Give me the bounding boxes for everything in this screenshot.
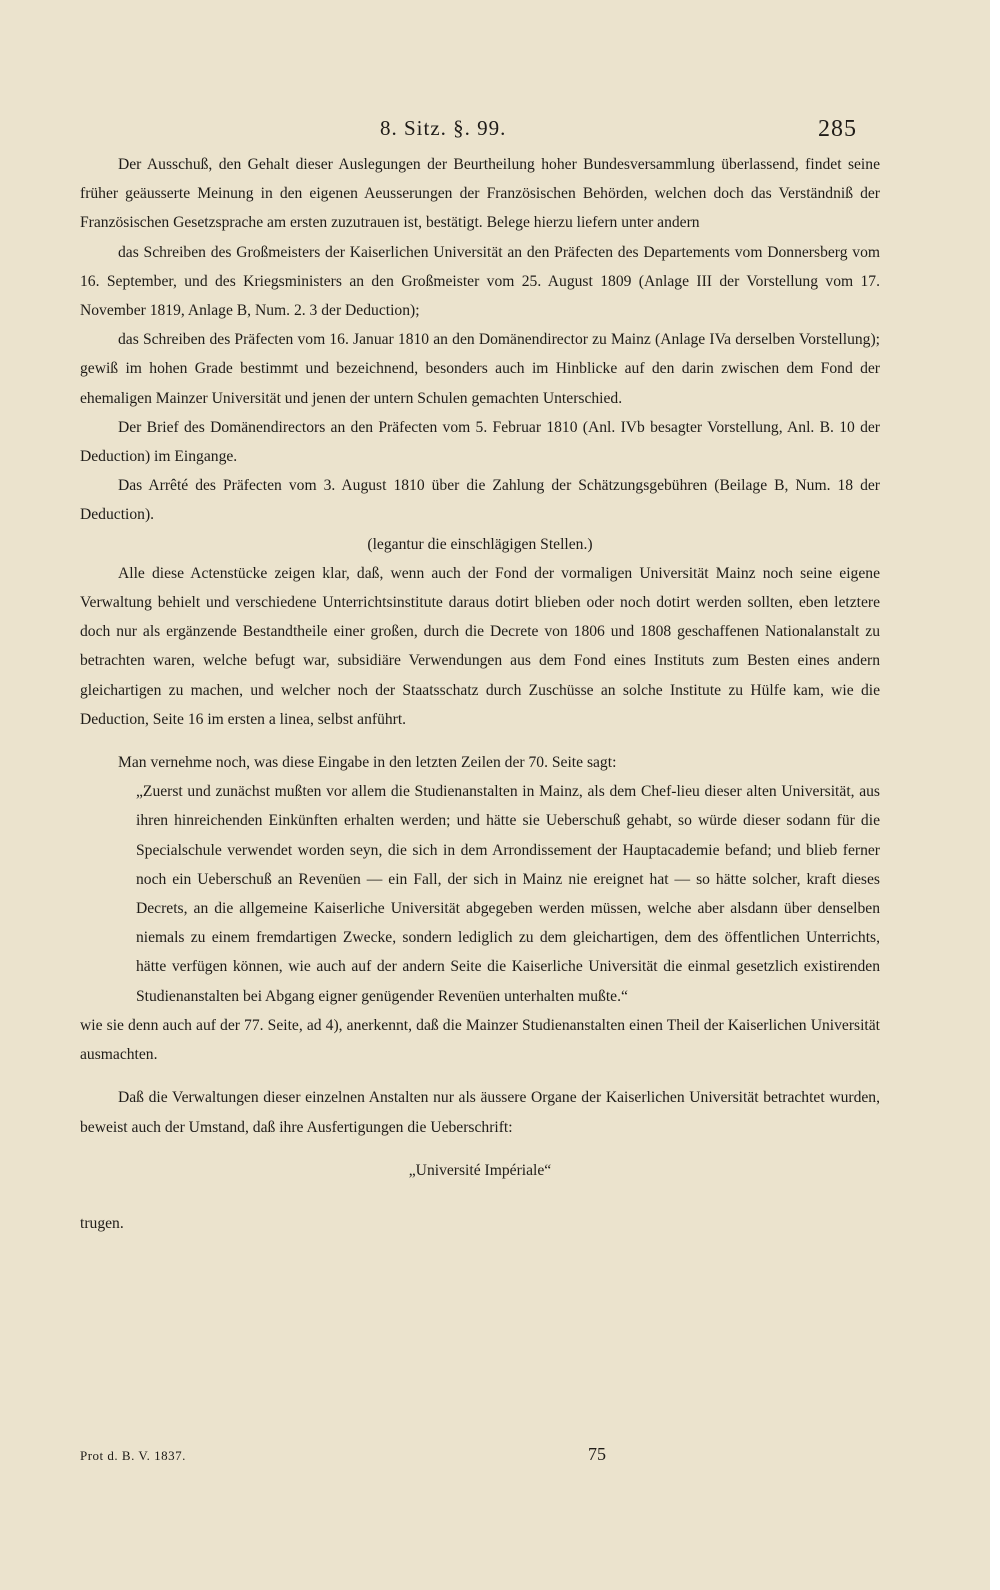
running-header — [0, 110, 990, 150]
page-footer — [80, 1444, 880, 1474]
paragraph-intro: Der Ausschuß, den Gehalt dieser Auslegungen der Beurtheilung hoher Bundesversammlung überlassend, findet seine früher geäusserte Meinung in den eigenen Aeusserungen der Französischen Behörden, welchen doch das Verständniß der Französischen Gesetzsprache am ersten zuzutrauen ist, bestätigt. Belege hierzu liefern unter andern — [80, 156, 880, 232]
page-number: 285 — [818, 116, 857, 142]
paragraph-legantur: (legantur die einschlägigen Stellen.) — [367, 535, 593, 553]
paragraph-organs: Daß die Verwaltungen dieser einzelnen Anstalten nur als äussere Organe der Kaiserlichen Universität betrachtet wurden, beweist auch der Umstand, daß ihre Ausfertigungen die Ueberschrift: — [80, 1089, 880, 1136]
paragraph-conclusion: Alle diese Actenstücke zeigen klar, daß, wenn auch der Fond der vormaligen Universität Mainz noch seine eigene Verwaltung behielt und verschiedene Unterrichtsinstitute daraus dotirt blieben oder noch dotirt werden sollten, eben letztere doch nur als ergänzende Bestandtheile einer großen, durch die Decrete von 1806 und 1808 geschaffenen Nationalanstalt zu betrachten waren, welche befugt war, subsidiäre Verwendungen aus dem Fond eines Instituts zum Besten eines andern gleichartigen zu machen, und welcher noch der Staatsschatz durch Zuschüsse an solche Institute zu Hülfe kam, wie die Deduction, Seite 16 im ersten a linea, selbst anführt. — [80, 564, 880, 728]
paragraph-quote-intro: Man vernehme noch, was diese Eingabe in den letzten Zeilen der 70. Seite sagt: — [118, 754, 617, 772]
paragraph-after-quote: wie sie denn auch auf der 77. Seite, ad 4), anerkennt, daß die Mainzer Studienanstalten einen Theil der Kaiserlichen Universität ausmachten. — [80, 1016, 880, 1064]
paragraph-evidence-letter: das Schreiben des Großmeisters der Kaiserlichen Universität an den Präfecten des Departements vom Donnersberg vom 16. September, und des Kriegsministers an den Großmeister vom 25. August 1809 (Anlage III der Vorstellung vom 17. November 1819, Anlage B, Num. 2. 3 der Deduction); — [80, 243, 880, 320]
running-title: 8. Sitz. §. 99. — [380, 116, 507, 140]
block-quote: „Zuerst und zunächst mußten vor allem die Studienanstalten in Mainz, als dem Chef-lieu dieser alten Universität, aus ihren hinreichenden Einkünften erhalten werden; und hätte sie Ueberschuß gehabt, so würde dieser sodann für die Specialschule verwendet worden seyn, die sich in dem Arrondissement der Hauptacademie befand; und blieb ferner noch ein Ueberschuß an Revenüen — ein Fall, der sich in Mainz nie ereignet hat — so hätte solcher, kraft dieses Decrets, an die allgemeine Kaiserliche Universität abgegeben werden müssen, welche aber alsdann über denselben niemals zu einem fremdartigen Zwecke, sondern lediglich zu dem gleichartigen, dem des öffentlichen Unterrichts, hätte verfügen können, wie auch auf der andern Seite die Kaiserliche Universität die einmal gesetzlich existirenden Studienanstalten bei Abgang eigner genügender Revenüen unterhalten mußte.“ — [136, 783, 880, 1005]
body-text — [80, 150, 880, 1238]
paragraph-evidence-prefect: das Schreiben des Präfecten vom 16. Januar 1810 an den Domänendirector zu Mainz (Anlage IVa derselben Vorstellung); gewiß im hohen Grade bestimmt und bezeichnend, besonders auch im Hinblicke auf den darin zwischen dem Fond der ehemaligen Mainzer Universität und jenen der untern Schulen gemachten Unterschied. — [80, 331, 880, 407]
paragraph-trugen: trugen. — [80, 1214, 124, 1232]
signature-mark: 75 — [588, 1444, 606, 1464]
heading-universite-imperiale: „Université Impériale“ — [408, 1161, 552, 1179]
paragraph-evidence-arrete: Das Arrêté des Präfecten vom 3. August 1810 über die Zahlung der Schätzungsgebühren (Beilage B, Num. 18 der Deduction). — [80, 477, 880, 524]
protocol-reference: Prot d. B. V. 1837. — [80, 1448, 186, 1463]
paragraph-evidence-brief: Der Brief des Domänendirectors an den Präfecten vom 5. Februar 1810 (Anl. IVb besagter Vorstellung, Anl. B. 10 der Deduction) im Eingange. — [80, 418, 880, 466]
